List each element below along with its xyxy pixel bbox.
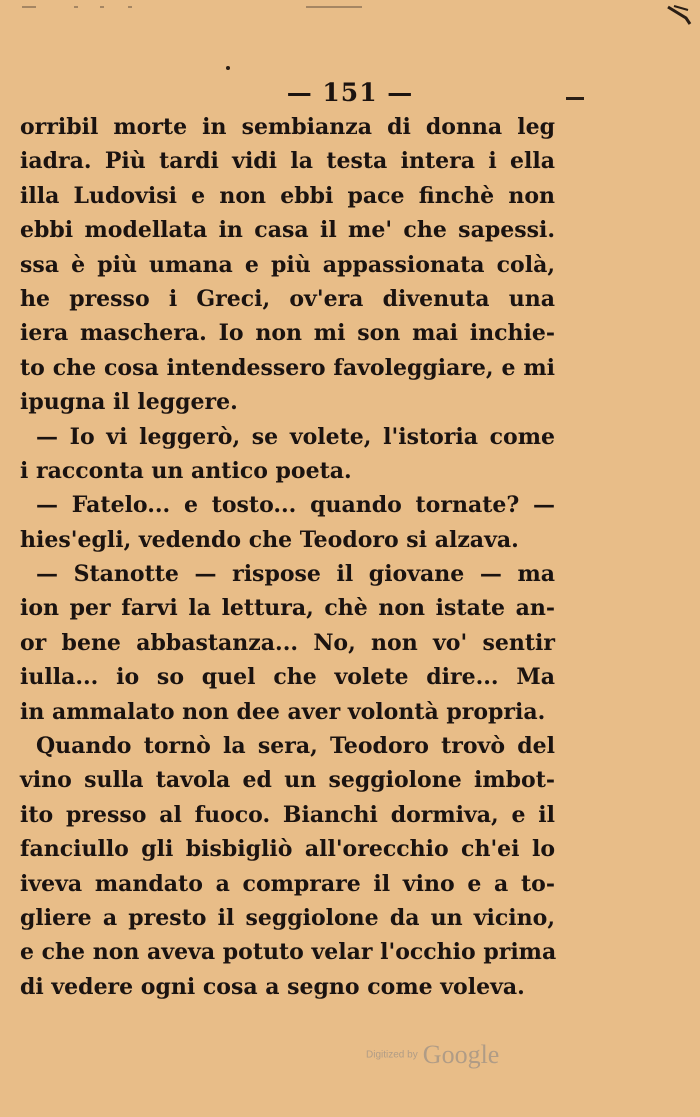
text-line: orribil morte in sembianza di donna leg bbox=[20, 114, 555, 140]
text-line: di vedere ogni cosa a segno come voleva. bbox=[20, 973, 525, 1000]
text-line: he presso i Greci, ov'era divenuta una bbox=[20, 285, 555, 312]
corner-fold-icon bbox=[666, 4, 692, 26]
scan-edge-mark bbox=[22, 6, 36, 8]
text-line: iveva mandato a comprare il vino e a to- bbox=[20, 870, 555, 897]
text-line: hies'egli, vedendo che Teodoro si alzava. bbox=[20, 526, 519, 553]
text-line: to che cosa intendessero favoleggiare, e mi bbox=[20, 354, 555, 381]
ink-speck bbox=[566, 97, 584, 100]
text-line: iulla... io so quel che volete dire... Ma bbox=[20, 664, 555, 691]
text-line: Quando tornò la sera, Teodoro trovò del bbox=[36, 733, 555, 760]
watermark-small-text: Digitized by bbox=[366, 1049, 418, 1061]
body-text bbox=[20, 110, 555, 1004]
scan-edge-mark bbox=[128, 6, 132, 8]
text-line: ssa è più umana e più appassionata colà, bbox=[20, 251, 555, 278]
scan-edge-mark bbox=[74, 6, 78, 8]
text-line: iera maschera. Io non mi son mai inchie- bbox=[20, 320, 555, 347]
text-line: in ammalato non dee aver volontà propria. bbox=[20, 698, 546, 725]
text-line: ebbi modellata in casa il me' che sapessi. bbox=[20, 217, 555, 244]
page-number: — 151 — bbox=[286, 78, 414, 107]
text-line: — Stanotte — rispose il giovane — ma bbox=[36, 561, 555, 588]
text-line: — Io vi leggerò, se volete, l'istoria come bbox=[36, 423, 555, 450]
text-line: ion per farvi la lettura, chè non istate an- bbox=[20, 595, 555, 622]
text-line: iadra. Più tardi vidi la testa intera i ella bbox=[20, 148, 555, 175]
watermark-logo-text: Google bbox=[422, 1040, 500, 1069]
scan-edge-mark bbox=[100, 6, 104, 8]
digitized-by-google-watermark bbox=[366, 1040, 499, 1070]
text-line: gliere a presto il seggiolone da un vicino, bbox=[20, 904, 555, 931]
text-line: — Fatelo... e tosto... quando tornate? — bbox=[36, 492, 555, 519]
text-line: ipugna il leggere. bbox=[20, 389, 238, 416]
text-line: e che non aveva potuto velar l'occhio prima bbox=[20, 939, 557, 966]
text-line: or bene abbastanza... No, non vo' sentir bbox=[20, 629, 555, 656]
text-line: vino sulla tavola ed un seggiolone imbot- bbox=[20, 767, 555, 794]
text-line: fanciullo gli bisbigliò all'orecchio ch'ei lo bbox=[20, 836, 555, 863]
text-line: illa Ludovisi e non ebbi pace finchè non bbox=[20, 182, 555, 209]
ink-speck bbox=[226, 66, 230, 70]
text-line: i racconta un antico poeta. bbox=[20, 457, 352, 484]
scan-edge-mark bbox=[306, 6, 362, 8]
text-line: ito presso al fuoco. Bianchi dormiva, e il bbox=[20, 801, 555, 828]
